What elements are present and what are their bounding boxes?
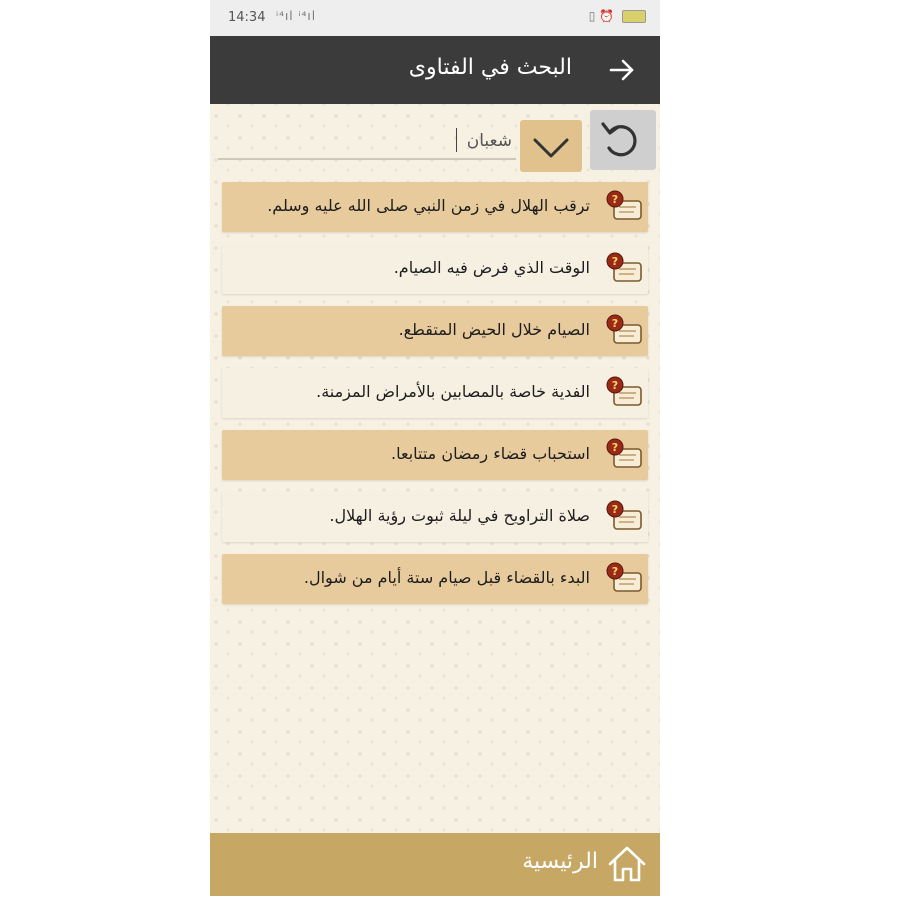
fatwa-question-icon (604, 189, 644, 225)
text-cursor (456, 128, 457, 152)
svg-text:?: ? (611, 441, 619, 454)
list-item[interactable] (222, 554, 648, 604)
result-title: ترقب الهلال في زمن النبي صلى الله عليه وسلم. (267, 196, 590, 215)
fatwa-question-icon (604, 251, 644, 287)
battery-icon (622, 10, 646, 23)
signal-icon: ⁱ⁴ıl ⁱ⁴ıl (276, 9, 317, 23)
status-bar (210, 0, 660, 36)
svg-text:?: ? (611, 193, 619, 206)
search-input[interactable] (218, 124, 516, 160)
fatwa-question-icon (604, 375, 644, 411)
list-item[interactable] (222, 492, 648, 542)
svg-text:?: ? (611, 379, 619, 392)
list-item[interactable] (222, 244, 648, 294)
arrow-right-icon (606, 54, 638, 86)
page-title: البحث في الفتاوى (408, 55, 572, 80)
dropdown-button[interactable] (520, 120, 582, 172)
vibrate-icon: ▯ (588, 9, 596, 23)
chevron-down-icon (520, 120, 582, 172)
status-time: 14:34 (228, 10, 266, 25)
fatwa-question-icon (604, 437, 644, 473)
home-label: الرئيسية (522, 849, 598, 874)
home-icon (606, 843, 648, 885)
result-title: الوقت الذي فرض فيه الصيام. (393, 258, 590, 277)
list-item[interactable] (222, 430, 648, 480)
reset-button[interactable] (590, 110, 656, 170)
result-title: الصيام خلال الحيض المتقطع. (398, 320, 590, 339)
list-item[interactable] (222, 368, 648, 418)
svg-text:?: ? (611, 503, 619, 516)
fatwa-question-icon (604, 499, 644, 535)
alarm-icon: ⏰ (599, 9, 615, 23)
fatwa-question-icon (604, 561, 644, 597)
refresh-icon (590, 110, 656, 170)
result-title: صلاة التراويح في ليلة ثبوت رؤية الهلال. (329, 506, 590, 525)
svg-text:?: ? (611, 255, 619, 268)
list-item[interactable] (222, 182, 648, 232)
svg-text:?: ? (611, 317, 619, 330)
list-item[interactable] (222, 306, 648, 356)
result-title: الفدية خاصة بالمصابين بالأمراض المزمنة. (316, 382, 590, 401)
fatwa-question-icon (604, 313, 644, 349)
app-screen (210, 0, 660, 896)
result-title: البدء بالقضاء قبل صيام ستة أيام من شوال. (303, 568, 590, 587)
search-row (210, 104, 660, 176)
home-button[interactable] (210, 833, 660, 896)
result-title: استحباب قضاء رمضان متتابعا. (391, 444, 590, 463)
status-icons (589, 9, 646, 23)
back-button[interactable] (606, 54, 638, 86)
app-bar (210, 36, 660, 104)
svg-text:?: ? (611, 565, 619, 578)
results-list (222, 182, 648, 616)
